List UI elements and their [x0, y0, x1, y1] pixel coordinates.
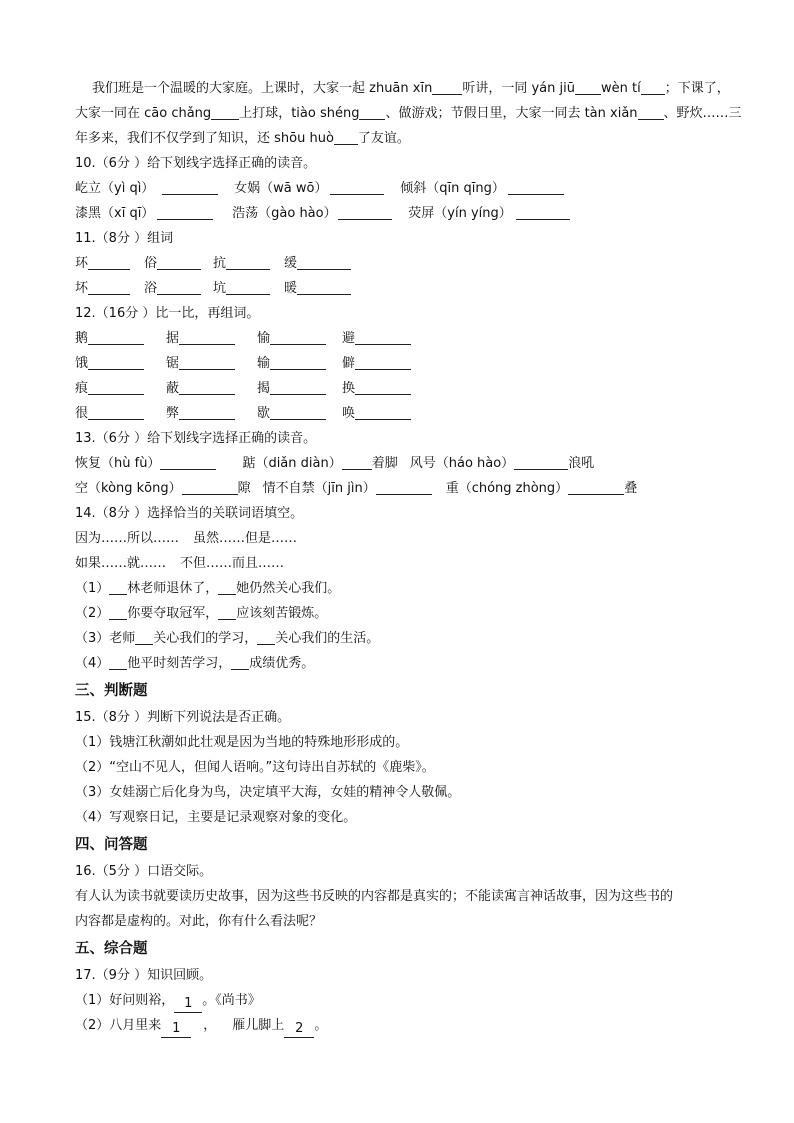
answer-blank[interactable] [231, 654, 249, 670]
item-text: 着脚 [371, 456, 398, 471]
item-text: 关心我们的生活。 [275, 631, 380, 646]
question-17-item-1 [75, 988, 720, 1013]
answer-blank[interactable] [334, 129, 358, 145]
answer-blank[interactable] [514, 454, 568, 470]
passage-text: 了友谊。 [357, 131, 410, 146]
item-text: 女娲（wā wō） [234, 181, 328, 196]
char: 坏 [75, 281, 89, 296]
conjunction-options-2 [75, 551, 720, 576]
passage-text: 年多来，我们不仅学到了知识，还 shōu huò [75, 131, 334, 146]
item-text: 荧屏（yín yíng） [408, 206, 512, 221]
char: 蔽 [166, 381, 180, 396]
passage-text: 我们班是一个温暖的大家庭。上课时，大家一起 zhuān xīn [92, 81, 433, 96]
item-text: 风号（háo hào） [409, 456, 515, 471]
question-13-row-1 [75, 451, 720, 476]
item-text: 。 [314, 1018, 328, 1033]
passage-text: ；下课了， [664, 81, 730, 96]
answer-blank[interactable] [160, 454, 216, 470]
char: 鹅 [75, 331, 89, 346]
option-text: 如果……就…… [75, 556, 167, 571]
item-text: 浩荡（gào hào） [232, 206, 337, 221]
item-text: 恢复（hù fù） [75, 456, 161, 471]
answer-blank[interactable] [355, 404, 411, 420]
question-14-title: 14.（8分 ）选择恰当的关联词语填空。 [75, 506, 304, 521]
question-16-text-2: 内容都是虚构的。对此，你有什么看法呢？ [75, 914, 323, 929]
char: 换 [342, 381, 356, 396]
answer-blank[interactable] [297, 279, 351, 295]
question-14-item-4 [75, 651, 720, 676]
answer-blank[interactable] [359, 104, 385, 120]
item-text: 空（kòng kōng） [75, 481, 182, 496]
answer-blank[interactable] [226, 254, 270, 270]
statement-3: （3）女娃溺亡后化身为鸟，决定填平大海，女娃的精神令人敬佩。 [75, 785, 461, 800]
item-text: （1） [75, 581, 110, 596]
answer-blank[interactable] [88, 404, 144, 420]
char: 俗 [144, 256, 158, 271]
answer-blank[interactable] [338, 204, 392, 220]
char: 避 [342, 331, 356, 346]
answer-blank[interactable] [218, 579, 236, 595]
item-text: （1）好问则裕， [75, 993, 175, 1008]
question-11-row-1 [75, 251, 720, 276]
answer-blank[interactable] [355, 329, 411, 345]
answer-blank[interactable] [432, 79, 462, 95]
char: 抗 [213, 256, 227, 271]
answer-blank[interactable] [157, 254, 201, 270]
question-11-title: 11.（8分 ）组词 [75, 231, 174, 246]
item-text: 雁儿脚上 [232, 1018, 285, 1033]
answer-blank[interactable] [270, 404, 326, 420]
item-text: 隙 [237, 481, 251, 496]
item-text: （3）老师 [75, 631, 136, 646]
item-text: 屹立（yì qì） [75, 181, 155, 196]
answer-blank[interactable] [88, 279, 130, 295]
answer-blank[interactable]: 2 [284, 1021, 314, 1038]
question-14-item-2 [75, 601, 720, 626]
passage-text: 上打球，tiào shéng [239, 106, 360, 121]
answer-blank[interactable] [182, 479, 238, 495]
answer-blank[interactable] [342, 454, 372, 470]
item-text: （2） [75, 606, 110, 621]
char: 据 [166, 331, 180, 346]
answer-blank[interactable] [355, 379, 411, 395]
item-text: 林老师退休了， [127, 581, 219, 596]
char: 唤 [342, 406, 356, 421]
question-14-item-1 [75, 576, 720, 601]
answer-blank[interactable] [157, 204, 213, 220]
passage-text: wèn tí [600, 81, 641, 96]
question-12-row-1 [75, 326, 720, 351]
answer-blank[interactable]: 1 [161, 1021, 191, 1038]
question-17-item-2 [75, 1013, 720, 1038]
statement-4: （4）写观察日记，主要是记录观察对象的变化。 [75, 810, 357, 825]
answer-blank[interactable] [179, 404, 235, 420]
answer-blank[interactable] [257, 629, 275, 645]
answer-blank[interactable] [270, 329, 326, 345]
option-text: 虽然……但是…… [193, 531, 298, 546]
option-text: 不但……而且…… [180, 556, 285, 571]
item-text: 浪吼 [568, 456, 595, 471]
item-text: 漆黑（xī qī） [75, 206, 155, 221]
question-12-row-4 [75, 401, 720, 426]
item-text: 踮（diǎn diàn） [242, 456, 342, 471]
answer-blank[interactable] [638, 104, 664, 120]
answer-blank[interactable] [88, 379, 144, 395]
char: 输 [257, 356, 271, 371]
answer-blank[interactable] [157, 279, 201, 295]
char: 僻 [342, 356, 356, 371]
item-text: 叠 [624, 481, 638, 496]
char: 弊 [166, 406, 180, 421]
answer-blank[interactable] [330, 179, 384, 195]
char: 歇 [257, 406, 271, 421]
answer-blank[interactable] [376, 479, 432, 495]
answer-blank[interactable] [88, 354, 144, 370]
char: 痕 [75, 381, 89, 396]
answer-blank[interactable] [218, 604, 236, 620]
answer-blank[interactable] [109, 654, 127, 670]
item-text: 重（chóng zhòng） [445, 481, 569, 496]
item-text: 应该刻苦锻炼。 [236, 606, 328, 621]
item-text: 。《尚书》 [202, 993, 261, 1008]
answer-blank[interactable] [109, 579, 127, 595]
item-text: ， [203, 1018, 217, 1033]
option-text: 因为……所以…… [75, 531, 180, 546]
char: 饿 [75, 356, 89, 371]
statement-1: （1）钱塘江秋潮如此壮观是因为当地的特殊地形形成的。 [75, 735, 409, 750]
passage-text: 、野炊……三 [663, 106, 742, 121]
char: 揭 [257, 381, 271, 396]
answer-blank[interactable] [508, 179, 564, 195]
answer-blank[interactable] [297, 254, 351, 270]
item-text: 倾斜（qīn qīng） [400, 181, 505, 196]
char: 坑 [213, 281, 227, 296]
char: 锯 [166, 356, 180, 371]
answer-blank[interactable] [179, 354, 235, 370]
passage-line-3 [75, 126, 720, 151]
answer-blank[interactable] [88, 254, 130, 270]
item-text: 成绩优秀。 [249, 656, 315, 671]
answer-blank[interactable] [575, 79, 601, 95]
answer-blank[interactable] [641, 79, 665, 95]
answer-blank[interactable] [516, 204, 570, 220]
passage-text: 、做游戏；节假日里，大家一同去 tàn xiǎn [385, 106, 638, 121]
answer-blank[interactable] [88, 329, 144, 345]
conjunction-options-1 [75, 526, 720, 551]
item-text: 他平时刻苦学习， [127, 656, 232, 671]
answer-blank[interactable] [355, 354, 411, 370]
answer-blank[interactable] [135, 629, 153, 645]
question-12-row-2 [75, 351, 720, 376]
question-16-title: 16.（5分 ）口语交际。 [75, 864, 213, 879]
question-10-row-1 [75, 176, 720, 201]
answer-blank[interactable]: 1 [174, 996, 202, 1013]
passage-line-1 [75, 76, 730, 101]
worksheet-page [75, 76, 742, 1038]
passage-text: 听讲，一同 yán jiū [462, 81, 575, 96]
char: 愉 [257, 331, 271, 346]
char: 暖 [284, 281, 298, 296]
answer-blank[interactable] [226, 279, 270, 295]
section-heading-judgement: 三、判断题 [75, 683, 148, 699]
char: 浴 [144, 281, 158, 296]
answer-blank[interactable] [211, 104, 239, 120]
item-text: 你要夺取冠军， [127, 606, 219, 621]
char: 缓 [284, 256, 298, 271]
question-16-text-1: 有人认为读书就要读历史故事，因为这些书反映的内容都是真实的；不能读寓言神话故事，因为这些书的 [75, 889, 674, 904]
question-17-title: 17.（9分 ）知识回顾。 [75, 968, 213, 983]
item-text: （4） [75, 656, 110, 671]
section-heading-comprehensive: 五、综合题 [75, 941, 148, 957]
char: 环 [75, 256, 89, 271]
answer-blank[interactable] [179, 329, 235, 345]
answer-blank[interactable] [270, 379, 326, 395]
statement-2: （2）“空山不见人，但闻人语响。”这句诗出自苏轼的《鹿柴》。 [75, 760, 435, 775]
answer-blank[interactable] [179, 379, 235, 395]
item-text: 她仍然关心我们。 [236, 581, 341, 596]
passage-line-2 [75, 101, 742, 126]
item-text: 关心我们的学习， [153, 631, 258, 646]
answer-blank[interactable] [109, 604, 127, 620]
question-12-title: 12.（16分 ）比一比，再组词。 [75, 306, 260, 321]
question-10-row-2 [75, 201, 720, 226]
question-10-title: 10.（6分 ）给下划线字选择正确的读音。 [75, 156, 317, 171]
question-12-row-3 [75, 376, 720, 401]
question-13-title: 13.（6分 ）给下划线字选择正确的读音。 [75, 431, 317, 446]
question-13-row-2 [75, 476, 720, 501]
question-11-row-2 [75, 276, 720, 301]
char: 很 [75, 406, 89, 421]
answer-blank[interactable] [162, 179, 218, 195]
answer-blank[interactable] [568, 479, 624, 495]
section-heading-qa: 四、问答题 [75, 837, 148, 853]
item-text: 情不自禁（jīn jìn） [262, 481, 376, 496]
question-14-item-3 [75, 626, 720, 651]
item-text: （2）八月里来 [75, 1018, 162, 1033]
answer-blank[interactable] [270, 354, 326, 370]
passage-text: 大家一同在 cāo chǎng [75, 106, 212, 121]
question-15-title: 15.（8分 ）判断下列说法是否正确。 [75, 710, 291, 725]
